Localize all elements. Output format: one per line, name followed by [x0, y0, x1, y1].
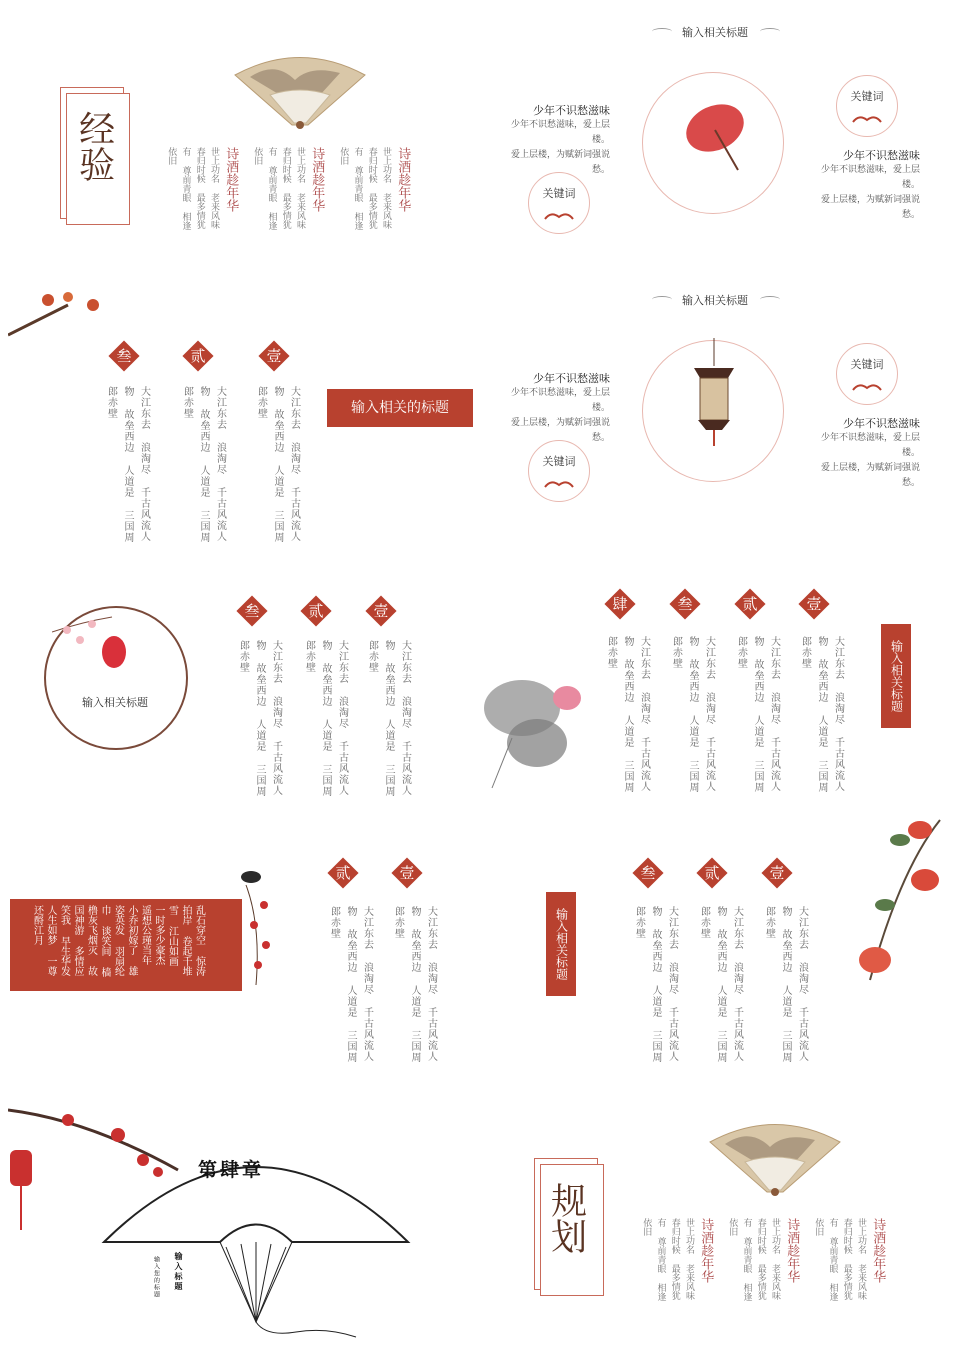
number-label: 贰	[190, 347, 206, 365]
page-title: 经验	[73, 110, 115, 182]
poem-group-1: 依旧 有 尊前青眼 相逢 春归时候 最多情犹 世上功名 老来风味 诗酒趁年华	[166, 147, 239, 230]
blossom-lantern-image	[52, 612, 142, 672]
umbrella-icon	[680, 100, 750, 175]
text-columns: 郎赤壁 物 故垒西边 人道是 三国周 大江东去 浪淘尽 千古风流人	[255, 386, 300, 543]
lantern-icon	[688, 338, 740, 448]
slide-header: 输入相关标题	[682, 294, 748, 307]
chapter-subtitle: 输入标题	[174, 1252, 183, 1292]
text-columns: 郎赤壁 物 故垒西边 人道是 三国周 大江东去 浪淘尽 千古风流人	[237, 640, 282, 797]
chapter-subtitle-small: 输入您的标题	[152, 1256, 160, 1298]
text-columns: 郎赤壁 物 故垒西边 人道是 三国周 大江东去 浪淘尽 千古风流人	[105, 386, 150, 543]
lotus-image	[482, 668, 602, 793]
cloud-icon	[652, 28, 672, 35]
left-text-block: 少年不识愁滋味 少年不识愁滋味，爱上层楼。 爱上层楼，为赋新词强说愁。	[510, 372, 610, 443]
folding-fan-outline	[96, 1112, 416, 1352]
cloud-icon	[760, 296, 780, 303]
section-title-box: 输入相关的标题	[327, 389, 473, 427]
bird-plum-image	[236, 865, 296, 995]
keyword-badge: 关键词	[836, 343, 898, 405]
cloud-icon	[760, 28, 780, 35]
fan-painting	[230, 55, 370, 130]
left-text-block: 少年不识愁滋味 少年不识愁滋味，爱上层楼。 爱上层楼，为赋新词强说愁。	[510, 104, 610, 175]
page-title: 规划	[545, 1182, 587, 1254]
number-label: 叁	[677, 595, 693, 613]
number-label: 壹	[266, 347, 282, 365]
number-label: 叁	[640, 864, 656, 882]
text-columns: 郎赤壁 物 故垒西边 人道是 三国周 大江东去 浪淘尽 千古风流人	[633, 906, 678, 1063]
number-label: 贰	[335, 864, 351, 882]
poem-group-2: 依旧 有 尊前青眼 相逢 春归时候 最多情犹 世上功名 老来风味 诗酒趁年华	[727, 1218, 800, 1301]
right-text-block: 少年不识愁滋味 少年不识愁滋味，爱上层楼。 爱上层楼，为赋新词强说愁。	[820, 149, 920, 220]
text-columns: 郎赤壁 物 故垒西边 人道是 三国周 大江东去 浪淘尽 千古风流人	[392, 906, 437, 1063]
side-title-box: 输入相关标题	[881, 624, 911, 728]
text-columns: 郎赤壁 物 故垒西边 人道是 三国周 大江东去 浪淘尽 千古风流人	[328, 906, 373, 1063]
fan-painting	[705, 1122, 845, 1197]
cloud-icon	[652, 296, 672, 303]
poem-box-text: 乱石穿空 惊涛 拍岸 卷起千堆 雪 江山如画 一时多少豪杰 遥想公瑾当年 小乔初嫁了 雄 姿英发 羽扇纶 巾 谈笑间 樯 橹灰飞烟灭 故 国神游 多情应 笑我 早生华发 人生如梦 一尊 还酹江月	[31, 905, 205, 977]
number-label: 壹	[769, 864, 785, 882]
poem-group-3: 依旧 有 尊前青眼 相逢 春归时候 最多情犹 世上功名 老来风味 诗酒趁年华	[338, 147, 411, 230]
pomegranate-flower-image	[840, 810, 950, 990]
poem-group-2: 依旧 有 尊前青眼 相逢 春归时候 最多情犹 世上功名 老来风味 诗酒趁年华	[252, 147, 325, 230]
text-columns: 郎赤壁 物 故垒西边 人道是 三国周 大江东去 浪淘尽 千古风流人	[763, 906, 808, 1063]
text-columns: 郎赤壁 物 故垒西边 人道是 三国周 大江东去 浪淘尽 千古风流人	[799, 636, 844, 793]
text-columns: 郎赤壁 物 故垒西边 人道是 三国周 大江东去 浪淘尽 千古风流人	[366, 640, 411, 797]
cloud-icon	[543, 209, 575, 223]
number-label: 壹	[806, 595, 822, 613]
text-columns: 郎赤壁 物 故垒西边 人道是 三国周 大江东去 浪淘尽 千古风流人	[303, 640, 348, 797]
number-label: 贰	[704, 864, 720, 882]
text-columns: 郎赤壁 物 故垒西边 人道是 三国周 大江东去 浪淘尽 千古风流人	[735, 636, 780, 793]
poem-group-3: 依旧 有 尊前青眼 相逢 春归时候 最多情犹 世上功名 老来风味 诗酒趁年华	[813, 1218, 886, 1301]
slide-header: 输入相关标题	[682, 26, 748, 39]
cloud-icon	[543, 477, 575, 491]
number-label: 肆	[612, 595, 628, 613]
cloud-icon	[851, 112, 883, 126]
side-title-box: 输入相关标题	[546, 892, 576, 996]
text-columns: 郎赤壁 物 故垒西边 人道是 三国周 大江东去 浪淘尽 千古风流人	[698, 906, 743, 1063]
text-columns: 郎赤壁 物 故垒西边 人道是 三国周 大江东去 浪淘尽 千古风流人	[181, 386, 226, 543]
number-label: 壹	[399, 864, 415, 882]
right-text-block: 少年不识愁滋味 少年不识愁滋味，爱上层楼。 爱上层楼，为赋新词强说愁。	[820, 417, 920, 488]
keyword-badge: 关键词	[836, 75, 898, 137]
number-label: 贰	[742, 595, 758, 613]
chapter-title: 第肆章	[198, 1159, 265, 1181]
text-columns: 郎赤壁 物 故垒西边 人道是 三国周 大江东去 浪淘尽 千古风流人	[605, 636, 650, 793]
text-columns: 郎赤壁 物 故垒西边 人道是 三国周 大江东去 浪淘尽 千古风流人	[670, 636, 715, 793]
maple-branch-image	[8, 285, 108, 345]
keyword-badge: 关键词	[528, 440, 590, 502]
cloud-icon	[851, 380, 883, 394]
number-label: 叁	[116, 347, 132, 365]
keyword-badge: 关键词	[528, 172, 590, 234]
number-label: 壹	[373, 602, 389, 620]
poem-group-1: 依旧 有 尊前青眼 相逢 春归时候 最多情犹 世上功名 老来风味 诗酒趁年华	[641, 1218, 714, 1301]
circle-label: 输入相关标题	[82, 696, 148, 709]
number-label: 叁	[244, 602, 260, 620]
number-label: 贰	[308, 602, 324, 620]
